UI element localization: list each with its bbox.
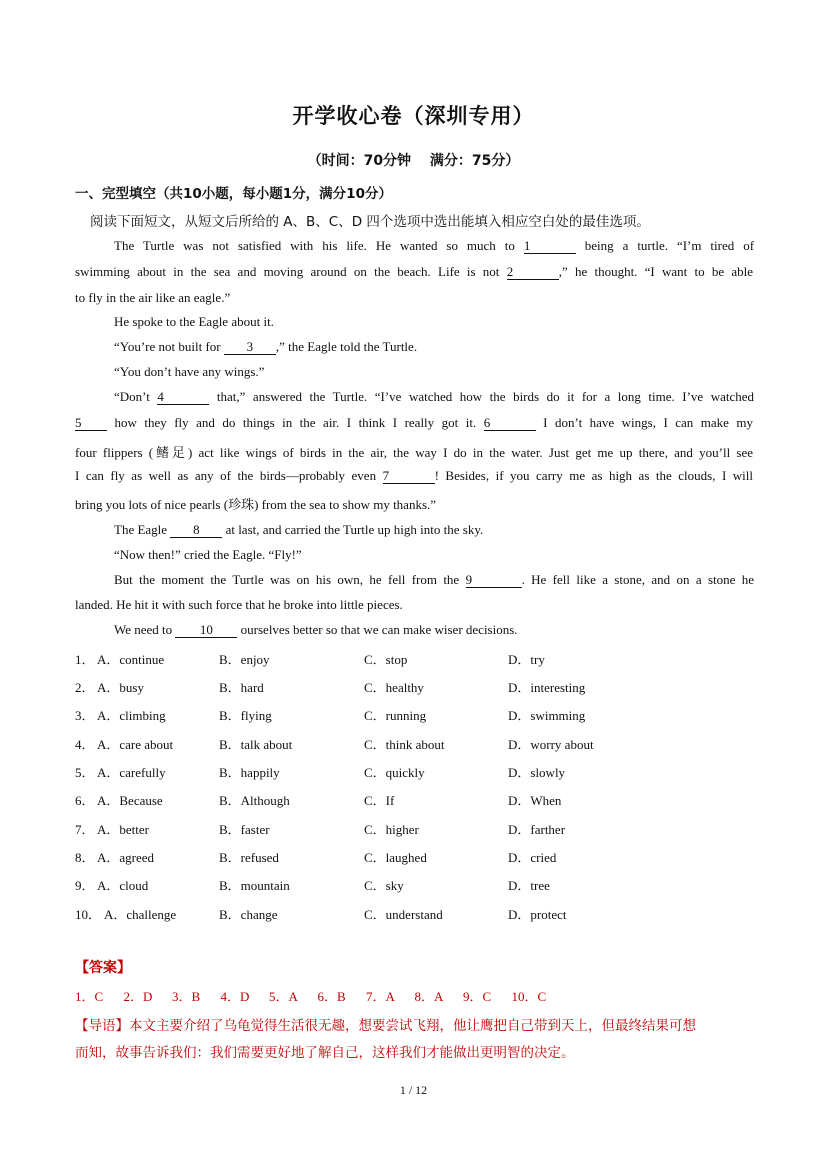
option-b: B．Although: [219, 793, 290, 808]
passage-line: [75, 468, 753, 484]
blank-10: 10: [175, 623, 237, 638]
option-c: C．think about: [364, 737, 445, 752]
option-a: A．Because: [97, 793, 163, 808]
option-a: A．carefully: [97, 765, 166, 780]
passage-line: [114, 522, 754, 538]
option-d: D．tree: [508, 878, 550, 893]
option-c: C．healthy: [364, 680, 424, 695]
answer-heading: 【答案】: [75, 960, 131, 976]
blank-3: 3: [224, 340, 276, 355]
passage-line: [75, 264, 753, 280]
instructions: 阅读下面短文，从短文后所给的 A、B、C、D 四个选项中选出能填入相应空白处的最佳选项。: [90, 214, 650, 230]
passage-text: being a turtle. “I’m tired of: [584, 238, 755, 253]
passage-text: ,” the Eagle told the Turtle.: [275, 339, 418, 354]
option-b: B．happily: [219, 765, 280, 780]
passage-text: that,” answered the Turtle. “I’ve watched how the birds do it for a long time. I’ve watched: [216, 389, 754, 404]
answer-item: 6．B: [317, 989, 346, 1004]
passage-text: how they fly and do things in the air. I think I really got it.: [114, 415, 477, 430]
passage-line: He spoke to the Eagle about it.: [114, 314, 274, 329]
option-c: C．If: [364, 793, 395, 808]
option-b: B．refused: [219, 850, 279, 865]
blank-6: 6: [484, 416, 536, 431]
blank-5: 5: [75, 416, 107, 431]
option-d: D．interesting: [508, 680, 586, 695]
question-number: 1．: [75, 652, 95, 667]
passage-line: [114, 238, 754, 254]
option-a: A．cloud: [97, 878, 149, 893]
option-c: C．understand: [364, 907, 443, 922]
answer-item: 7．A: [366, 989, 395, 1004]
passage-text: “Don’t: [114, 389, 150, 404]
passage-line: [114, 339, 754, 355]
blank-9: 9: [466, 573, 522, 588]
blank-2: 2: [507, 265, 559, 280]
blank-1: 1: [524, 239, 576, 254]
passage-line: [75, 415, 753, 431]
passage-line: bring you lots of nice pearls (珍珠) from the sea to show my thanks.”: [75, 497, 437, 512]
passage-line: landed. He hit it with such force that he broke into little pieces.: [75, 597, 403, 612]
option-d: D．try: [508, 652, 545, 667]
answer-item: 1．C: [75, 989, 104, 1004]
option-b: B．flying: [219, 708, 272, 723]
answer-key: [75, 986, 560, 1005]
blank-8: 8: [170, 523, 222, 538]
question-number: 9．: [75, 878, 95, 893]
question-number: 10．: [75, 907, 102, 922]
answer-item: 9．C: [463, 989, 492, 1004]
passage-text: ! Besides, if you carry me as high as the clouds, I will: [434, 468, 753, 483]
passage-text: “You’re not built for: [114, 339, 221, 354]
passage-text: The Turtle was not satisfied with his life. He wanted so much to: [114, 238, 515, 253]
passage-line: [114, 572, 754, 588]
passage-line: “Now then!” cried the Eagle. “Fly!”: [114, 547, 302, 562]
passage-text: at last, and carried the Turtle up high into the sky.: [225, 522, 484, 537]
question-number: 5．: [75, 765, 95, 780]
guide-text: 【导语】本文主要介绍了乌龟觉得生活很无趣，想要尝试飞翔，他让鹰把自己带到天上，但最终结果可想: [75, 1018, 696, 1034]
answer-item: 5．A: [269, 989, 298, 1004]
passage-line: [114, 622, 754, 638]
passage-text: I can fly as well as any of the birds—probably even: [75, 468, 377, 483]
answer-item: 4．D: [220, 989, 250, 1004]
option-b: B．hard: [219, 680, 264, 695]
passage-text: . He fell like a stone, and on a stone he: [521, 572, 755, 587]
option-d: D．When: [508, 793, 562, 808]
passage-text: The Eagle: [114, 522, 168, 537]
option-d: D．slowly: [508, 765, 566, 780]
guide-text: 而知，故事告诉我们：我们需要更好地了解自己，这样我们才能做出更明智的决定。: [75, 1045, 575, 1061]
answer-item: 8．A: [414, 989, 444, 1004]
passage-line: to fly in the air like an eagle.”: [75, 290, 231, 305]
question-number: 3．: [75, 708, 95, 723]
option-b: B．enjoy: [219, 652, 270, 667]
option-d: D．farther: [508, 822, 566, 837]
option-c: C．running: [364, 708, 427, 723]
option-b: B．change: [219, 907, 278, 922]
option-a: A．climbing: [97, 708, 166, 723]
option-d: D．protect: [508, 907, 567, 922]
blank-7: 7: [383, 469, 435, 484]
question-number: 7．: [75, 822, 95, 837]
option-b: B．mountain: [219, 878, 290, 893]
passage-text: ourselves better so that we can make wiser decisions.: [240, 622, 518, 637]
page-number: 1 / 12: [399, 1083, 428, 1097]
exam-info: （时间：70分钟 满分：75分）: [307, 153, 520, 169]
option-c: C．quickly: [364, 765, 425, 780]
option-d: D．cried: [508, 850, 557, 865]
question-number: 6．: [75, 793, 95, 808]
answer-item: 10．C: [511, 989, 547, 1004]
option-c: C．higher: [364, 822, 419, 837]
passage-line: “You don’t have any wings.”: [114, 364, 265, 379]
option-c: C．laughed: [364, 850, 427, 865]
option-b: B．talk about: [219, 737, 293, 752]
question-number: 8．: [75, 850, 95, 865]
option-a: A．agreed: [97, 850, 155, 865]
passage-text: I don’t have wings, I can make my: [543, 415, 754, 430]
option-b: B．faster: [219, 822, 270, 837]
option-a: A．continue: [97, 652, 165, 667]
passage-text: swimming about in the sea and moving around on the beach. Life is not: [75, 264, 500, 279]
answer-item: 3．B: [172, 989, 201, 1004]
option-d: D．swimming: [508, 708, 586, 723]
option-a: A．care about: [97, 737, 174, 752]
passage-text: ,” he thought. “I want to be able: [558, 264, 754, 279]
passage-text: But the moment the Turtle was on his own, he fell from the: [114, 572, 460, 587]
blank-4: 4: [157, 390, 209, 405]
option-a: A．better: [97, 822, 149, 837]
option-a: A．busy: [97, 680, 144, 695]
option-c: C．sky: [364, 878, 404, 893]
option-d: D．worry about: [508, 737, 594, 752]
page-title: 开学收心卷（深圳专用）: [292, 104, 535, 128]
passage-line: four flippers (鳍足) act like wings of birds in the air, the way I do in the water. Just get me up there, and you’ll see: [75, 445, 754, 460]
option-a: A．challenge: [104, 907, 177, 922]
passage-text: We need to: [114, 622, 173, 637]
option-c: C．stop: [364, 652, 408, 667]
question-number: 4．: [75, 737, 95, 752]
answer-item: 2．D: [123, 989, 153, 1004]
question-number: 2．: [75, 680, 95, 695]
passage-line: [114, 389, 754, 405]
section-heading: 一、完型填空（共10小题，每小题1分，满分10分）: [75, 186, 392, 202]
